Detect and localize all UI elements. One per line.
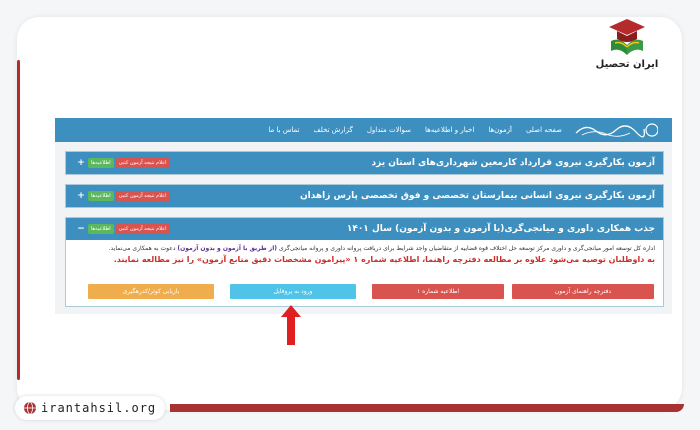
panel-header[interactable]	[66, 185, 663, 207]
exam-panel-zahedan	[65, 184, 664, 208]
panel-header[interactable]	[66, 152, 663, 174]
panel-title: آزمون بکارگیری نیروی قرارداد کارمعین شهرداری‌های استان یزد	[371, 158, 655, 168]
panel-badges	[74, 158, 170, 168]
exam-panel-yazd	[65, 151, 664, 175]
site-navbar	[55, 118, 672, 142]
footer-accent-bar	[170, 404, 684, 412]
nav-report[interactable]: گزارش تخلف	[313, 126, 353, 134]
results-badge[interactable]: اعلام نتیجه آزمون کتبی	[116, 191, 170, 201]
warning-text: به داوطلبان توصیه می‌شود علاوه بر مطالعه دفترچه راهنما، اطلاعیه شماره ۱ «پیرامون مشخصات دقیق منابع آزمون» را نیز مطالعه نمایند.	[113, 255, 655, 264]
panel-description	[74, 244, 655, 253]
guide-booklet-button[interactable]: دفترچه راهنمای آزمون	[512, 284, 654, 299]
panel-title: آزمون بکارگیری نیروی انسانی بیمارستان تخصصی و فوق تخصصی پارس زاهدان	[299, 191, 655, 201]
panel-badges	[74, 191, 170, 201]
action-buttons	[66, 284, 665, 300]
brand-logo	[591, 17, 663, 77]
site-logo[interactable]	[570, 120, 660, 140]
site-logo-icon	[572, 121, 658, 139]
news-badge[interactable]: اطلاعیه‌ها	[88, 158, 114, 168]
news-badge[interactable]: اطلاعیه‌ها	[88, 191, 114, 201]
brand-logo-text: ایران تحصیل	[595, 59, 659, 70]
results-badge[interactable]: اعلام نتیجه آزمون کتبی	[116, 158, 170, 168]
panel-body	[66, 240, 663, 265]
description-text-end: دعوت به همکاری می‌نماید.	[108, 245, 176, 252]
collapse-icon[interactable]: −	[77, 224, 85, 234]
globe-icon	[23, 401, 37, 415]
nav-contact[interactable]: تماس با ما	[268, 126, 300, 134]
website-screenshot	[55, 118, 672, 314]
results-badge[interactable]: اعلام نتیجه آزمون کتبی	[116, 224, 170, 234]
news-badge[interactable]: اطلاعیه‌ها	[88, 224, 114, 234]
nav-faq[interactable]: سوالات متداول	[366, 126, 412, 134]
graduation-cap-icon	[605, 17, 649, 57]
nav-home[interactable]: صفحه اصلی	[525, 126, 562, 134]
panel-header[interactable]	[66, 218, 663, 240]
panel-title: جذب همکاری داوری و میانجی‌گری(با آزمون و بدون آزمون) سال ۱۴۰۱	[346, 224, 655, 234]
description-text: اداره کل توسعه امور میانجی‌گری و داوری مرکز توسعه حل اختلاف قوه قضاییه از متقاضیان واجد شرایط برای دریافت پروانه داوری و پروانه میانجی‌گری	[278, 245, 655, 252]
nav-exams[interactable]: آزمون‌ها	[488, 126, 512, 134]
recover-code-button[interactable]: بازیابی کوثر/کدرهگیری	[88, 284, 214, 299]
site-url: irantahsil.org	[41, 401, 157, 415]
description-highlight: (از طریق با آزمون و بدون آزمون)	[177, 245, 278, 252]
exam-panel-mediation	[65, 217, 664, 307]
profile-login-button[interactable]: ورود به پروفایل	[230, 284, 356, 299]
accent-stripe	[17, 60, 20, 380]
expand-icon[interactable]: +	[77, 158, 85, 168]
pointer-arrow-icon	[281, 305, 301, 345]
panel-badges	[74, 224, 170, 234]
site-url-badge	[15, 396, 165, 420]
nav-news[interactable]: اخبار و اطلاعیه‌ها	[425, 126, 475, 134]
notice-1-button[interactable]: اطلاعیه شماره ۱	[372, 284, 504, 299]
expand-icon[interactable]: +	[77, 191, 85, 201]
